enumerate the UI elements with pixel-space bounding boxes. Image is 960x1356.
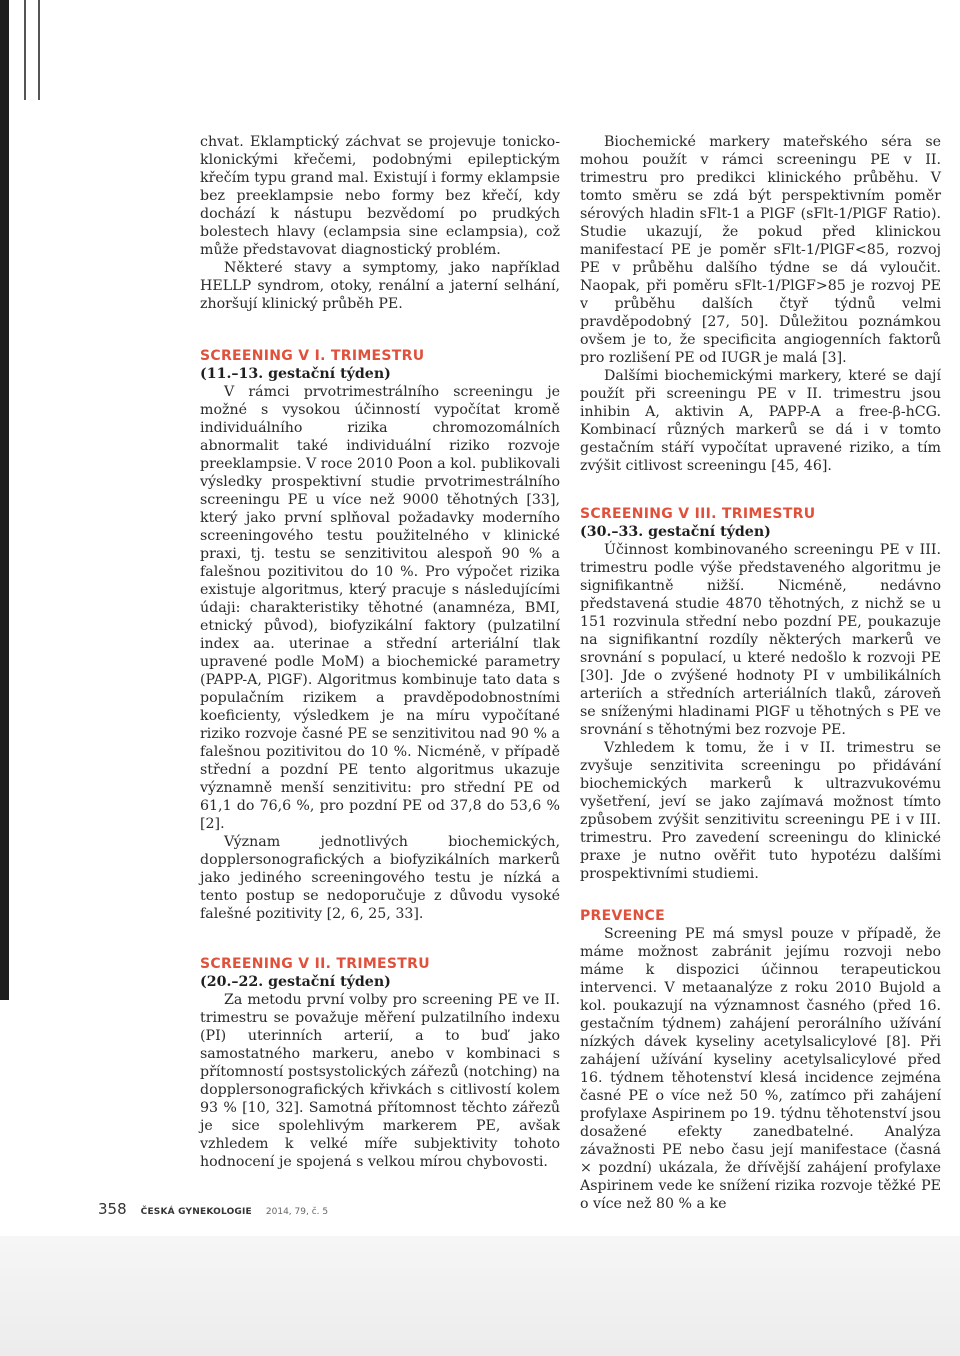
section-subheading: (30.–33. gestační týden) xyxy=(580,524,771,540)
scan-edge-line xyxy=(38,0,40,100)
paragraph: Biochemické markery mateřského séra se mohou použít v rámci screeningu PE v II. trimestru pro predikci klinického průběhu. V tomto směru se zdá být perspektivním poměr sérových hladin sFlt-1 a PlGF (sFlt-1/PlGF Ratio). Studie ukazují, že pokud před klinickou manifestací PE je poměr sFlt-1/PlGF<85, rozvoj PE v průběhu dalšího týdne se dá vyloučit. Naopak, při poměru sFlt-1/PlGF>85 je rozvoj PE v průběhu dalších čtyř týdnů velmi pravděpodobný [27, 50]. Důležitou poznámkou ovšem je to, že specificita angiogenních faktorů pro rozlišení PE od IUGR je malá [3]. xyxy=(580,134,941,366)
section-heading: PREVENCE xyxy=(580,908,665,924)
journal-name: ČESKÁ GYNEKOLOGIE xyxy=(140,1207,252,1217)
scan-edge-line xyxy=(24,0,26,100)
page-number: 358 xyxy=(98,1200,127,1218)
paragraph: Některé stavy a symptomy, jako například HELLP syndrom, otoky, renální a jaterní selhání, zhoršují klinický průběh PE. xyxy=(200,260,560,312)
scan-bottom-band xyxy=(0,1236,960,1356)
section-heading: SCREENING V I. TRIMESTRU xyxy=(200,348,425,364)
paragraph: V rámci prvotrimestrálního screeningu je možné s vysokou účinností vypočítat kromě individuálního rizika chromozomálních abnormalit také individuální riziko rozvoje preeklampsie. V roce 2010 Poon a kol. publikovali výsledky prospektivní studie prvotrimestrálního screeningu PE u více než 9000 těhotných [33], který jako první splňoval požadavky moderního screeningového testu použitelného v klinické praxi, tj. testu se senzitivitou alespoň 90 % a falešnou pozitivitou do 10 %. Pro výpočet rizika existuje algoritmus, který pracuje s následujícími údaji: charakteristiky těhotné (anamnéza, BMI, etnický původ), biofyzikální faktory (pulzatilní index aa. uterinae a střední arteriální tlak upravené podle MoM) a biochemické parametry (PAPP-A, PlGF). Algoritmus kombinuje tato data s populačním rizikem a pravděpodobnostními koeficienty, výsledkem je na míru vypočítané riziko rozvoje časné PE se senzitivitou nad 90 % a falešnou pozitivitou do 10 %. Nicméně, v případě střední a pozdní PE tento algoritmus ukazuje významně menší senzitivitu: pro střední PE od 61,1 do 76,6 %, pro pozdní PE od 37,8 do 53,6 % [2]. xyxy=(200,384,560,832)
section-heading: SCREENING V III. TRIMESTRU xyxy=(580,506,816,522)
paragraph: Význam jednotlivých biochemických, dopplersonografických a biofyzikálních markerů jako jediného screeningového testu je nízká a tento postup se nedoporučuje z důvodu vysoké falešné pozitivity [2, 6, 25, 33]. xyxy=(200,834,560,922)
section-heading: SCREENING V II. TRIMESTRU xyxy=(200,956,430,972)
paragraph: Screening PE má smysl pouze v případě, že máme možnost zabránit jejímu rozvoji nebo máme k dispozici účinnou terapeutickou intervenci. V metaanalýze z roku 2010 Bujold a kol. poukazují na významnost časného (před 16. gestačním týdnem) zahájení perorálního užívání nízkých dávek kyseliny acetylsalicylové [8]. Při zahájení užívání kyseliny acetylsalicylové před 16. týdnem těhotenství klesá incidence zejména časné PE o více než 50 %, zatímco při zahájení profylaxe Aspirinem po 19. týdnu těhotenství jsou dosažené efekty zanedbatelné. Analýza závažnosti PE nebo času její manifestace (časná × pozdní) ukázala, že dřívější zahájení profylaxe Aspirinem vede ke snížení rizika rozvoje těžké PE o více než 80 % a ke xyxy=(580,926,941,1212)
paragraph: Vzhledem k tomu, že i v II. trimestru se zvyšuje senzitivita screeningu po přidávání biochemických markerů k ultrazvukovému vyšetření, jeví se jako zajímavá možnost tímto způsobem zvýšit senzitivitu screeningu PE i v III. trimestru. Pro zavedení screeningu do klinické praxe je nutno ověřit tuto hypotézu dalšími prospektivními studiemi. xyxy=(580,740,941,882)
paragraph: Za metodu první volby pro screening PE ve II. trimestru se považuje měření pulzatilního indexu (PI) uterinních arterií, a to buď jako samostatného markeru, anebo v kombinaci s přítomností postsystolických zářezů (notching) na dopplersonografických křivkách s citlivostí kolem 93 % [10, 32]. Samotná přítomnost těchto zářezů je sice spolehlivým markerem PE, avšak vzhledem k velké míře subjektivity tohoto hodnocení je spojená s velkou mírou chybovosti. xyxy=(200,992,560,1170)
paragraph: Dalšími biochemickými markery, které se dají použít při screeningu PE v II. trimestru jsou inhibin A, aktivin A, PAPP-A a free-β-hCG. Kombinací různých markerů se dá i v tomto gestačním stáří vypočítat upravené riziko, a tím zvýšit citlivost screeningu [45, 46]. xyxy=(580,368,941,474)
left-column xyxy=(200,133,560,1171)
section-subheading: (20.–22. gestační týden) xyxy=(200,974,391,990)
page-footer xyxy=(98,1200,328,1218)
right-column xyxy=(580,133,941,1213)
journal-issue: 2014, 79, č. 5 xyxy=(265,1207,329,1217)
paragraph: Účinnost kombinovaného screeningu PE v III. trimestru podle výše představeného algoritmu je signifikantně nižší. Nicméně, nedávno představená studie 4870 těhotných, z nichž se u 151 rozvinula střední nebo pozdní PE, poukazuje na signifikantní rozdíly některých markerů ve srovnání s populací, u které nedošlo k rozvoji PE [30]. Jde o zvýšené hodnoty PI v umbilikálních arteriích a středních arteriálních tlaků, zároveň se sníženými hladinami PlGF u těhotných s PE ve srovnání s těhotnými bez rozvoje PE. xyxy=(580,542,941,738)
scan-edge-bar xyxy=(0,0,9,1000)
paragraph: chvat. Eklamptický záchvat se projevuje tonicko-klonickými křečemi, podobnými epileptickým křečím typu grand mal. Existují i formy eklampsie bez preeklampsie nebo formy bez křečí, kdy dochází k nástupu bezvědomí po prudkých bolestech hlavy (eclampsia sine eclampsia), což může představovat diagnostický problém. xyxy=(200,134,560,258)
section-subheading: (11.–13. gestační týden) xyxy=(200,366,391,382)
